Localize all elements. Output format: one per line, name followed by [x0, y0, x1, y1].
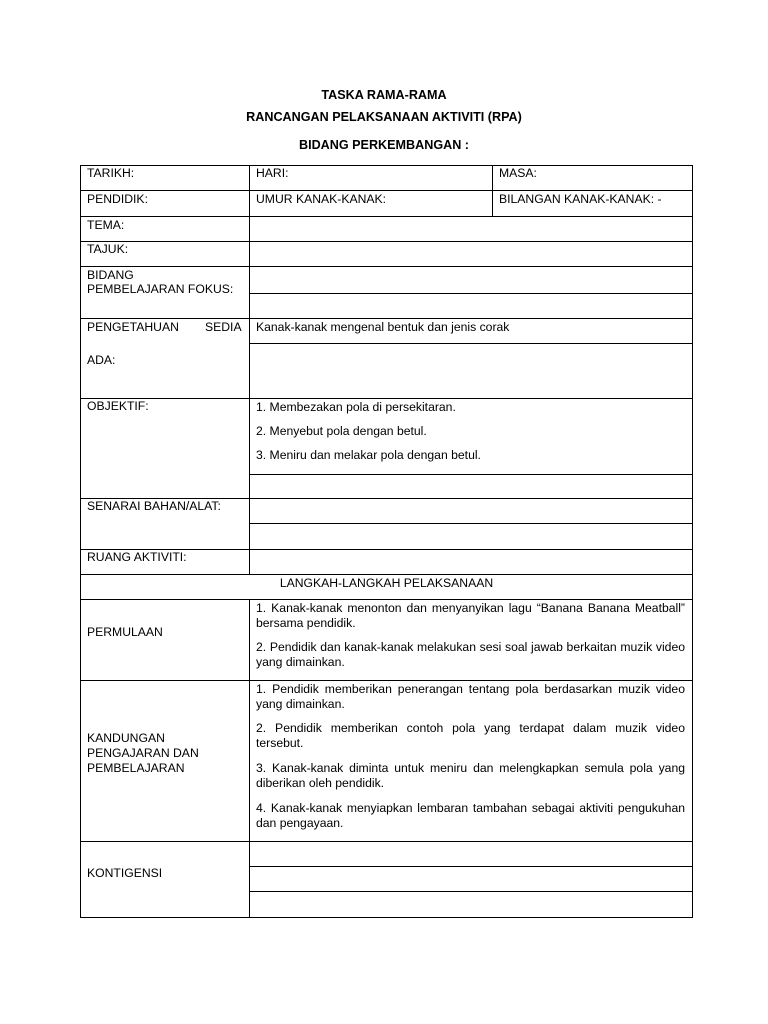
- objektif-item: 2. Menyebut pola dengan betul.: [256, 424, 427, 438]
- document-title: RANCANGAN PELAKSANAAN AKTIVITI (RPA): [246, 110, 522, 124]
- row-rule: [249, 866, 693, 867]
- permulaan-item: 1. Kanak-kanak menonton dan menyanyikan lagu “Banana Banana Meatball” bersama pendidik.: [256, 601, 685, 630]
- pengetahuan-value: Kanak-kanak mengenal bentuk dan jenis corak: [256, 320, 510, 334]
- kontigensi-label: KONTIGENSI: [87, 866, 163, 880]
- kandungan-label-line3: PEMBELAJARAN: [87, 761, 185, 775]
- row-rule: [249, 293, 693, 294]
- pengetahuan-label-line1a: PENGETAHUAN: [87, 320, 179, 334]
- permulaan-item: 2. Pendidik dan kanak-kanak melakukan sesi soal jawab berkaitan muzik video yang dimainkan.: [256, 640, 685, 669]
- kandungan-item: 2. Pendidik memberikan contoh pola yang terdapat dalam muzik video tersebut.: [256, 721, 685, 750]
- tajuk-label: TAJUK:: [87, 242, 129, 256]
- row-rule: [80, 241, 693, 242]
- ruang-label: RUANG AKTIVITI:: [87, 550, 187, 564]
- column-rule: [249, 599, 250, 918]
- row-rule: [80, 398, 693, 399]
- column-rule: [492, 165, 493, 216]
- row-rule: [249, 891, 693, 892]
- objektif-item: 1. Membezakan pola di persekitaran.: [256, 400, 456, 414]
- row-rule: [80, 190, 693, 191]
- table-border-right: [692, 165, 693, 918]
- table-border-top: [80, 165, 693, 166]
- bidang-fokus-label-line1: BIDANG: [87, 268, 134, 282]
- row-rule: [80, 266, 693, 267]
- permulaan-label: PERMULAAN: [87, 625, 163, 639]
- hari-label: HARI:: [256, 166, 289, 180]
- bilangan-label: BILANGAN KANAK-KANAK: -: [499, 192, 662, 206]
- center-name: TASKA RAMA-RAMA: [321, 88, 447, 102]
- row-rule: [249, 523, 693, 524]
- row-rule: [80, 680, 693, 681]
- row-rule: [80, 216, 693, 217]
- objektif-label: OBJEKTIF:: [87, 399, 149, 413]
- objektif-item: 3. Meniru dan melakar pola dengan betul.: [256, 448, 481, 462]
- masa-label: MASA:: [499, 166, 537, 180]
- tema-label: TEMA:: [87, 218, 125, 232]
- pendidik-label: PENDIDIK:: [87, 192, 148, 206]
- bidang-heading: BIDANG PERKEMBANGAN :: [298, 138, 469, 152]
- column-rule: [249, 165, 250, 574]
- kandungan-label-line1: KANDUNGAN: [87, 731, 165, 745]
- row-rule: [80, 574, 693, 575]
- tarikh-label: TARIKH:: [87, 166, 135, 180]
- table-border-bottom: [80, 917, 693, 918]
- row-rule: [80, 318, 693, 319]
- senarai-label: SENARAI BAHAN/ALAT:: [87, 499, 221, 513]
- table-border-left: [80, 165, 81, 918]
- kandungan-label-line2: PENGAJARAN DAN: [87, 746, 199, 760]
- pengetahuan-label-line2: ADA:: [87, 353, 116, 367]
- row-rule: [80, 841, 693, 842]
- row-rule: [249, 343, 693, 344]
- kandungan-item: 4. Kanak-kanak menyiapkan lembaran tambahan sebagai aktiviti pengukuhan dan pengayaan.: [256, 801, 685, 830]
- bidang-fokus-label-line2: PEMBELAJARAN FOKUS:: [87, 282, 234, 296]
- kandungan-item: 1. Pendidik memberikan penerangan tentang pola berdasarkan muzik video yang dimainkan.: [256, 682, 685, 711]
- pengetahuan-label-line1b: SEDIA: [205, 320, 242, 334]
- langkah-heading: LANGKAH-LANGKAH PELAKSANAAN: [279, 576, 494, 590]
- kandungan-item: 3. Kanak-kanak diminta untuk meniru dan melengkapkan semula pola yang diberikan oleh pendidik.: [256, 761, 685, 790]
- row-rule: [80, 599, 693, 600]
- row-rule: [249, 474, 693, 475]
- umur-label: UMUR KANAK-KANAK:: [256, 192, 387, 206]
